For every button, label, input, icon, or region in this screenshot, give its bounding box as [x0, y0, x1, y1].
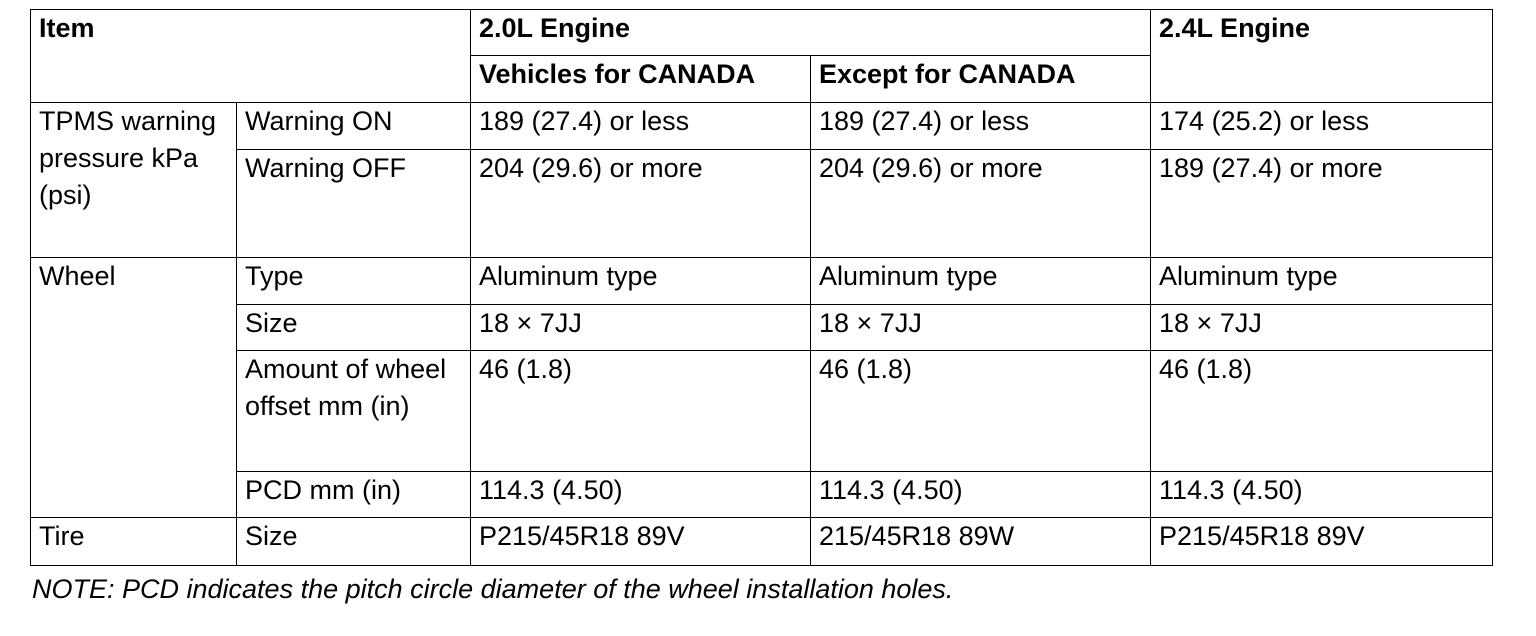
table-row [31, 351, 1493, 472]
header-row [31, 10, 1493, 56]
wheel-type-except: Aluminum type [811, 258, 1151, 305]
wheel-size-except: 18 × 7JJ [811, 305, 1151, 351]
tpms-off-24: 189 (27.4) or more [1151, 150, 1493, 258]
wheel-type-24: Aluminum type [1151, 258, 1493, 305]
wheel-offset-except: 46 (1.8) [811, 351, 1151, 472]
header-except-canada: Except for CANADA [811, 56, 1151, 103]
tpms-on-24: 174 (25.2) or less [1151, 103, 1493, 150]
wheel-type-canada: Aluminum type [471, 258, 811, 305]
table-row [31, 150, 1493, 258]
tire-size-canada: P215/45R18 89V [471, 518, 811, 566]
wheel-size-label: Size [237, 305, 471, 351]
tpms-off-canada: 204 (29.6) or more [471, 150, 811, 258]
header-vehicles-canada: Vehicles for CANADA [471, 56, 811, 103]
spec-table [30, 9, 1493, 566]
table-row [31, 258, 1493, 305]
tpms-on-label: Warning ON [237, 103, 471, 150]
wheel-offset-canada: 46 (1.8) [471, 351, 811, 472]
header-item: Item [31, 10, 471, 103]
table-row [31, 103, 1493, 150]
wheel-pcd-label: PCD mm (in) [237, 472, 471, 518]
header-engine-24: 2.4L Engine [1151, 10, 1493, 103]
wheel-type-label: Type [237, 258, 471, 305]
table-row [31, 518, 1493, 566]
tire-size-24: P215/45R18 89V [1151, 518, 1493, 566]
wheel-size-24: 18 × 7JJ [1151, 305, 1493, 351]
wheel-pcd-canada: 114.3 (4.50) [471, 472, 811, 518]
wheel-pcd-except: 114.3 (4.50) [811, 472, 1151, 518]
tpms-off-except: 204 (29.6) or more [811, 150, 1151, 258]
table-row [31, 472, 1493, 518]
table-row [31, 305, 1493, 351]
wheel-offset-24: 46 (1.8) [1151, 351, 1493, 472]
tpms-label: TPMS warning pressure kPa (psi) [31, 103, 237, 258]
wheel-label: Wheel [31, 258, 237, 518]
header-engine-20: 2.0L Engine [471, 10, 1151, 56]
tpms-on-except: 189 (27.4) or less [811, 103, 1151, 150]
footnote: NOTE: PCD indicates the pitch circle diameter of the wheel installation holes. [32, 574, 954, 604]
wheel-size-canada: 18 × 7JJ [471, 305, 811, 351]
tpms-off-label: Warning OFF [237, 150, 471, 258]
tpms-on-canada: 189 (27.4) or less [471, 103, 811, 150]
wheel-pcd-24: 114.3 (4.50) [1151, 472, 1493, 518]
tire-label: Tire [31, 518, 237, 566]
wheel-offset-label: Amount of wheel offset mm (in) [237, 351, 471, 472]
tire-size-except: 215/45R18 89W [811, 518, 1151, 566]
tire-size-label: Size [237, 518, 471, 566]
